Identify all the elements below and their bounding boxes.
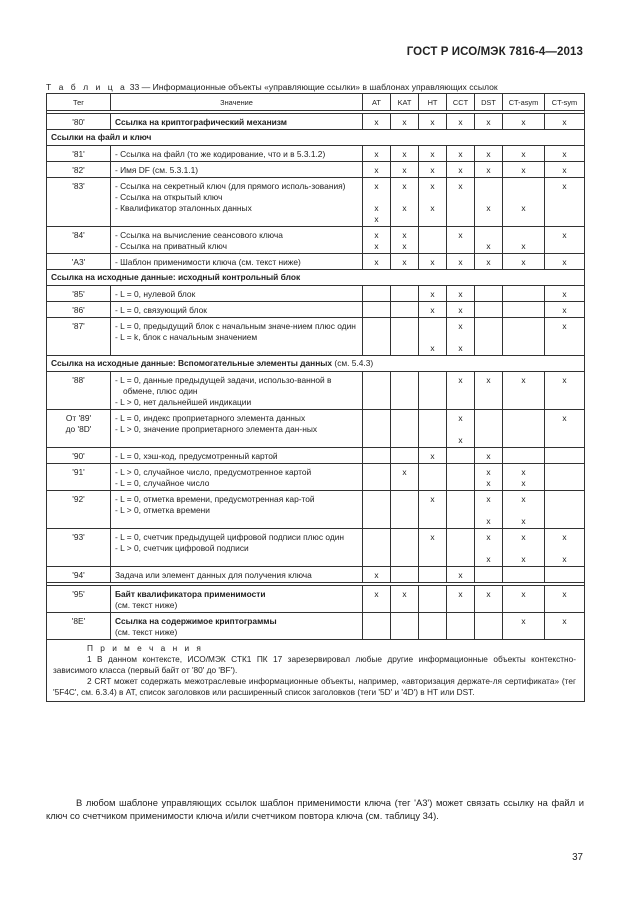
column-header: CT-sym xyxy=(545,94,585,111)
section-row: Ссылка на исходные данные: исходный контрольный блок xyxy=(47,270,585,286)
page-number: 37 xyxy=(572,852,583,863)
table-row: '92' - L = 0, отметка времени, предусмотренная кар-той - L > 0, отметка времени x x x x x xyxy=(47,491,585,529)
column-header: CCT xyxy=(447,94,475,111)
table-row: '94' Задача или элемент данных для получения ключа x x xyxy=(47,567,585,583)
column-header: KAT xyxy=(391,94,419,111)
table-row: 'A3' - Шаблон применимости ключа (см. текст ниже) x x x x x x x xyxy=(47,254,585,270)
table-row: '95' Байт квалификатора применимости (см. текст ниже) x x x x x x xyxy=(47,586,585,613)
section-row: Ссылки на файл и ключ xyxy=(47,130,585,146)
column-header: AT xyxy=(363,94,391,111)
note-2: 2 CRT может содержать межотраслевые информационные объекты, например, «авторизация держате-ля сертификата» (тег '5F4C', см. 6.3.4) в AT, список заголовков или расширенный список заголовков (теги '5D' и '4D') в HT или DST. xyxy=(53,676,576,697)
table-row: '91' - L > 0, случайное число, предусмотренное картой - L = 0, случайное число x x x x x xyxy=(47,464,585,491)
table-caption xyxy=(46,82,586,92)
table-row: '90' - L = 0, хэш-код, предусмотренный картой x x xyxy=(47,448,585,464)
column-header: Тег xyxy=(47,94,111,111)
table-row: '87' - L = 0, предыдущий блок с начальным значе-нием плюс один - L = k, блок с начальным значением x x x x xyxy=(47,318,585,356)
table-notes xyxy=(47,640,585,702)
column-header: HT xyxy=(419,94,447,111)
document-header: ГОСТ Р ИСО/МЭК 7816-4—2013 xyxy=(406,46,583,58)
table-row: '93' - L = 0, счетчик предыдущей цифровой подписи плюс один - L > 0, счетчик цифровой подписи x x x x x x x xyxy=(47,529,585,567)
table-row: От '89' до '8D' - L = 0, индекс проприетарного элемента данных - L > 0, значение проприетарного элемента дан-ных x x x xyxy=(47,410,585,448)
note-1: 1 В данном контексте, ИСО/МЭК СТК1 ПК 17 зарезервировал любые другие информационные объекты контекстно-зависимого класса (первый байт от '80' до 'BF'). xyxy=(53,654,576,675)
body-paragraph: В любом шаблоне управляющих ссылок шаблон применимости ключа (тег 'A3') может связать ссылку на файл и ключ со счетчиком применимости ключа и/или счетчиком повтора ключа (см. таблицу 34). xyxy=(46,797,584,821)
table-row: '86' - L = 0, связующий блок x x x xyxy=(47,302,585,318)
table-row: '81' - Ссылка на файл (то же кодирование, что и в 5.3.1.2) x x x x x x x xyxy=(47,146,585,162)
table-row: '84' - Ссылка на вычисление сеансового ключа - Ссылка на приватный ключ x x x x x x x x xyxy=(47,227,585,254)
notes-title: П р и м е ч а н и я xyxy=(87,643,204,653)
table-row: '85' - L = 0, нулевой блок x x x xyxy=(47,286,585,302)
caption-text: 33 — Информационные объекты «управляющие ссылки» в шаблонах управляющих ссылок xyxy=(129,82,498,92)
column-header: CT-asym xyxy=(503,94,545,111)
control-references-table xyxy=(46,93,585,702)
caption-label: Т а б л и ц а xyxy=(46,82,128,92)
table-row: '83' - Ссылка на секретный ключ (для прямого исполь-зования) - Ссылка на открытый ключ - Квалификатор эталонных данных x x x x x x x x x x x xyxy=(47,178,585,227)
table-row: '80' Ссылка на криптографический механизм x x x x x x x xyxy=(47,114,585,130)
column-header: DST xyxy=(475,94,503,111)
column-header: Значение xyxy=(111,94,363,111)
table-row: '88' - L = 0, данные предыдущей задачи, использо-ванной в обмене, плюс один - L > 0, нет дальнейшей индикации x x x x xyxy=(47,372,585,410)
table-row: '8E' Ссылка на содержимое криптограммы (см. текст ниже) x x xyxy=(47,613,585,640)
table-row: '82' - Имя DF (см. 5.3.1.1) x x x x x x x xyxy=(47,162,585,178)
section-row: Ссылка на исходные данные: Вспомогательные элементы данных (см. 5.4.3) xyxy=(47,356,585,372)
table-header-row xyxy=(47,94,585,111)
